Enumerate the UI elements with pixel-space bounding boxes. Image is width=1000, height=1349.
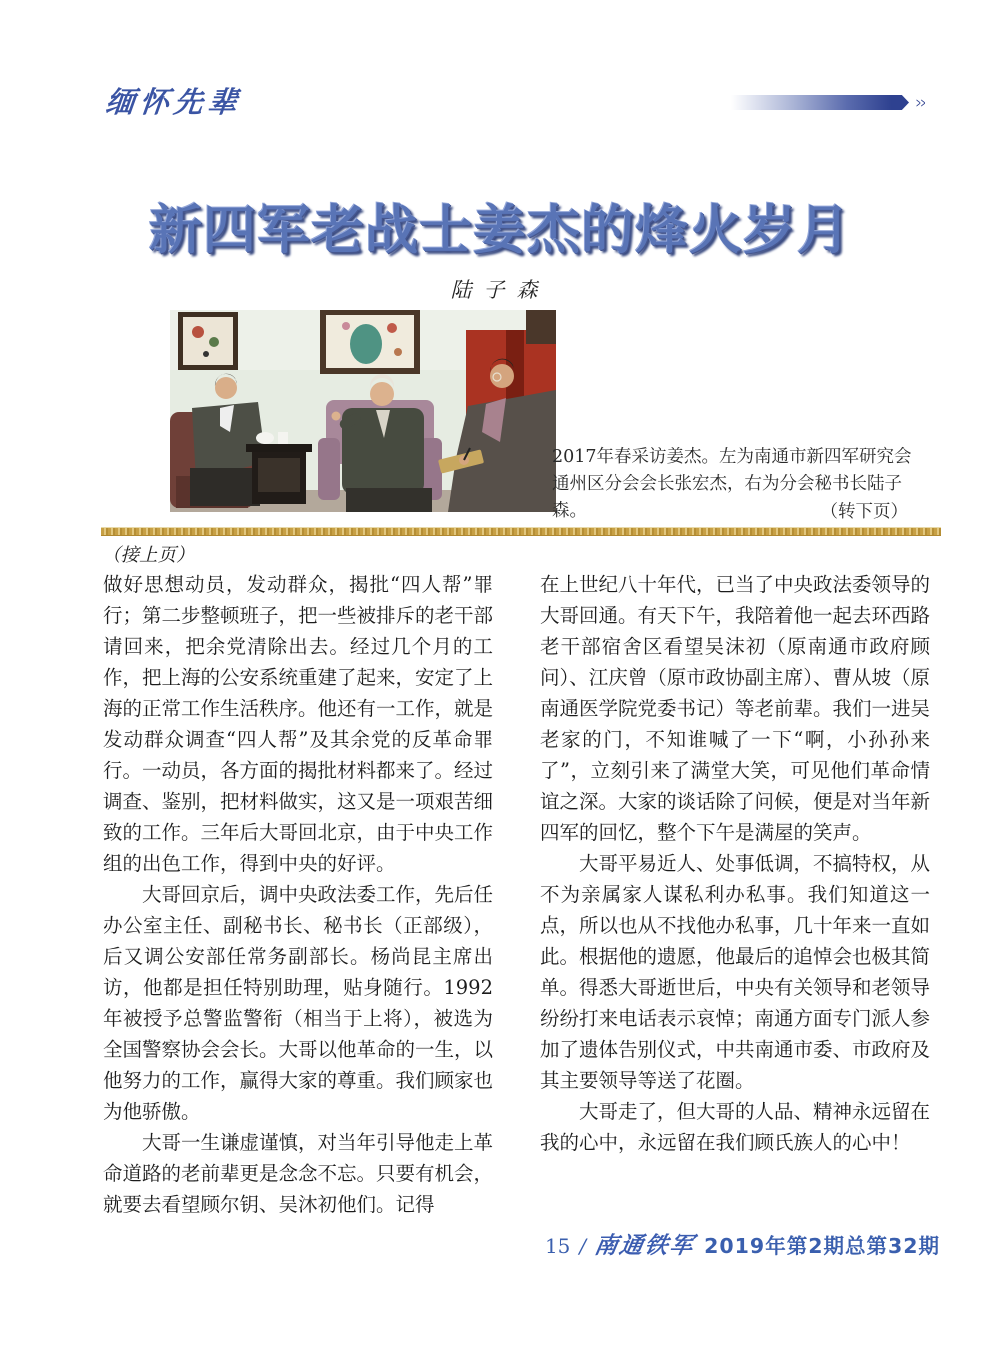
paragraph: 大哥回京后，调中央政法委工作，先后任办公室主任、副秘书长、秘书长（正部级），后又调公安部任常务副部长。杨尚昆主席出访，他都是担任特别助理，贴身随行。1992年被授予总警监警衔（相当于上将），被选为全国警察协会会长。大哥以他革命的一生，以他努力的工作，赢得大家的尊重。我们顾家也为他骄傲。: [103, 883, 494, 1123]
gold-divider: [101, 527, 941, 536]
article-title: 新四军老战士姜杰的烽火岁月: [149, 200, 851, 261]
painting-center: [320, 310, 420, 374]
paragraph: 做好思想动员，发动群众，揭批“四人帮”罪行；第二步整顿班子，把一些被排斥的老干部请回来，把余党清除出去。经过几个月的工作，把上海的公安系统重建了起来，安定了上海的正常工作生活秩序。他还有一工作，就是发动群众调查“四人帮”及其余党的反革命罪行。一动员，各方面的揭批材料都来了。经过调查、鉴别，把材料做实，这又是一项艰苦细致的工作。三年后大哥回北京，由于中央工作组的出色工作，得到中央的好评。: [103, 573, 494, 875]
header-accent-bar: [731, 90, 921, 114]
photo-caption-line2: 通州区分会会长张宏杰，右为分会秘书长陆子森。: [552, 474, 902, 521]
issue-info: 2019年第2期总第32期: [704, 1234, 940, 1258]
article-author: 陆子森: [450, 278, 550, 302]
turn-page-note-next: （转下页）: [820, 502, 908, 522]
turn-page-note-prev: （接上页）: [102, 545, 195, 566]
column-right: [540, 569, 930, 1220]
photo-caption-line1: 2017年春采访姜杰。左为南通市新四军研究会: [552, 447, 912, 467]
page-number: 15: [544, 1234, 571, 1258]
paragraph: 大哥走了，但大哥的人品、精神永远留在我的心中，永远留在我们顾氏族人的心中！: [540, 1100, 931, 1154]
paragraph: 大哥一生谦虚谨慎，对当年引导他走上革命道路的老前辈更是念念不忘。只要有机会，就要去看望顾尔钥、吴沐初他们。记得: [103, 1131, 494, 1216]
gradient-bar: [731, 95, 909, 110]
double-chevron-icon: »: [914, 90, 921, 114]
journal-logo: 南通铁军: [592, 1232, 698, 1259]
interview-photo: [170, 310, 556, 512]
paragraph: 大哥平易近人、处事低调，不搞特权，从不为亲属家人谋私利办私事。我们知道这一点，所以也从不找他办私事，几十年来一直如此。根据他的遗愿，他最后的追悼会也极其简单。得悉大哥逝世后，中央有关领导和老领导纷纷打来电话表示哀悼；南通方面专门派人参加了遗体告别仪式，中共南通市委、市政府及其主要领导等送了花圈。: [540, 852, 931, 1092]
photo-illustration: [170, 310, 556, 512]
section-label: 缅怀先辈: [104, 85, 244, 119]
article-body: [103, 569, 940, 1220]
painting-left: [178, 312, 238, 370]
paragraph: 在上世纪八十年代，已当了中央政法委领导的大哥回通。有天下午，我陪着他一起去环西路老干部宿舍区看望吴沫初（原南通市政府顾问）、江庆曾（原市政协副主席）、曹从坡（原南通医学院党委书记）等老前辈。我们一进吴老家的门，不知谁喊了一下“啊，小孙孙来了”，立刻引来了满堂大笑，可见他们革命情谊之深。大家的谈话除了问候，便是对当年新四军的回忆，整个下午是满屋的笑声。: [540, 573, 931, 844]
footer-separator: /: [579, 1234, 587, 1258]
column-left: [103, 569, 493, 1220]
page-footer: [545, 1227, 940, 1260]
